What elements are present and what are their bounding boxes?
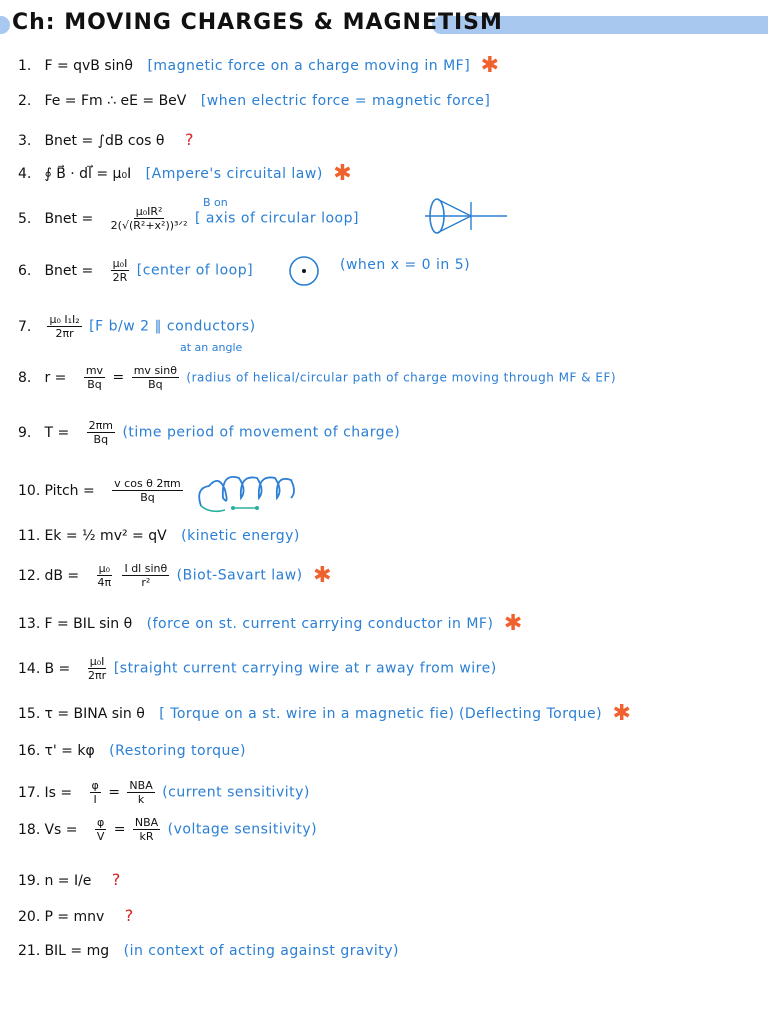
formula-part: B = [44, 660, 71, 677]
formula-row-15 [18, 701, 631, 726]
formula-row-10 [18, 477, 186, 504]
formula-note: (current sensitivity) [162, 784, 310, 801]
item-number: 10. [18, 482, 41, 499]
formula-part: μ₀I [89, 655, 105, 668]
item-number: 8. [18, 369, 32, 386]
formula-row-21 [18, 943, 399, 959]
question-mark-icon: ? [124, 906, 134, 925]
formula-note: [Ampere's circuital law) [145, 166, 323, 182]
star-icon: ✱ [612, 701, 631, 726]
formula: ∮ B⃗ · dl⃗ = μ₀I [44, 166, 132, 182]
annotation-b-on: B on [203, 196, 228, 209]
formula-part: Vs = [44, 821, 78, 838]
formula-part: = [108, 784, 120, 801]
item-number: 20. [18, 909, 41, 925]
formula-part: Bnet = [44, 262, 94, 279]
formula-row-3 [18, 130, 193, 149]
formula-row-8 [18, 364, 616, 391]
item-number: 3. [18, 133, 32, 149]
formula-part: NBA [129, 779, 153, 792]
fraction [127, 779, 154, 806]
formula-row-13 [18, 611, 523, 636]
fraction [133, 816, 160, 843]
item-number: 16. [18, 743, 41, 759]
formula-part: φ [96, 816, 105, 829]
formula-part: μ₀ I₁I₂ [49, 313, 80, 326]
formula-part: φ [91, 779, 99, 792]
formula-part: mv sinθ [133, 364, 177, 377]
item-number: 4. [18, 166, 32, 182]
formula-part: μ₀IR² [135, 205, 163, 218]
formula-row-5 [18, 205, 359, 232]
formula-row-9 [18, 419, 400, 446]
formula-part: k [137, 793, 145, 806]
question-mark-icon: ? [111, 870, 121, 889]
formula-row-7 [18, 313, 256, 340]
formula-part: Bq [148, 378, 163, 391]
formula-note-2: (when x = 0 in 5) [340, 257, 471, 273]
formula-note: (force on st. current carrying conductor in MF) [146, 616, 494, 632]
formula-part: v cos θ 2πm [114, 477, 181, 490]
formula-part: Bq [140, 491, 155, 504]
formula: τ' = kφ [44, 743, 95, 759]
formula-row-1 [18, 53, 500, 78]
item-number: 6. [18, 262, 32, 279]
formula-row-12 [18, 562, 332, 589]
formula-part: 2πr [55, 327, 74, 340]
page-title: Ch: MOVING CHARGES & MAGNETISM [12, 10, 503, 35]
formula-note: [center of loop] [136, 262, 254, 279]
formula: Fe = Fm ∴ eE = BeV [44, 93, 187, 109]
formula-part: mv [85, 364, 104, 377]
fraction [97, 562, 112, 589]
formula-part: = [113, 821, 126, 838]
annotation-at-an-angle: at an angle [180, 341, 243, 354]
item-number: 15. [18, 706, 41, 722]
formula-part: I [93, 793, 97, 806]
star-icon: ✱ [333, 161, 352, 186]
formula-part: r² [141, 576, 151, 589]
formula-note: [magnetic force on a charge moving in MF] [147, 58, 471, 74]
item-number: 9. [18, 424, 32, 441]
formula-part: = [112, 369, 125, 386]
formula-part: Bq [87, 378, 102, 391]
fraction [111, 257, 130, 284]
question-mark-icon: ? [184, 130, 194, 149]
formula-row-19 [18, 870, 120, 889]
formula-note: (radius of helical/circular path of charge moving through MF & EF) [186, 370, 617, 385]
formula: Bnet = ∫dB cos θ [44, 133, 165, 149]
item-number: 2. [18, 93, 32, 109]
formula: n = I/e [44, 873, 92, 889]
formula: Ek = ½ mv² = qV [44, 528, 167, 544]
item-number: 5. [18, 210, 32, 227]
formula: P = mnv [44, 909, 105, 925]
formula-part: NBA [134, 816, 159, 829]
item-number: 12. [18, 567, 41, 584]
formula-part: Bq [93, 433, 109, 446]
formula-part: dB = [44, 567, 80, 584]
fraction [87, 419, 115, 446]
formula-note: (Biot-Savart law) [176, 567, 303, 584]
fraction [88, 655, 107, 682]
item-number: 11. [18, 528, 41, 544]
formula-note: (kinetic energy) [181, 528, 300, 544]
formula-part: 4π [97, 576, 112, 589]
formula-note: [F b/w 2 ∥ conductors) [89, 318, 256, 335]
formula-note-2: (Deflecting Torque) [458, 706, 603, 722]
item-number: 14. [18, 660, 41, 677]
item-number: 7. [18, 318, 32, 335]
formula-part: 2(√(R²+x²))³ᐟ² [110, 219, 188, 232]
formula-row-14 [18, 655, 497, 682]
formula-note: (in context of acting against gravity) [123, 943, 399, 959]
star-icon: ✱ [503, 611, 523, 636]
formula-row-17 [18, 779, 310, 806]
fraction [112, 477, 183, 504]
helix-drawing [195, 468, 300, 518]
formula-row-20 [18, 906, 133, 925]
formula: F = qvB sinθ [44, 58, 133, 74]
item-number: 21. [18, 943, 41, 959]
fraction [47, 313, 81, 340]
formula-part: 2πm [88, 419, 113, 432]
formula-part: Pitch = [44, 482, 95, 499]
formula-part: kR [139, 830, 154, 843]
formula-part: Bnet = [44, 210, 94, 227]
formula-note: [ axis of circular loop] [194, 210, 359, 227]
formula-note: [straight current carrying wire at r away from wire) [113, 660, 497, 677]
formula-part: μ₀ [98, 562, 110, 575]
star-icon: ✱ [480, 53, 500, 78]
star-icon: ✱ [313, 562, 332, 588]
fraction [90, 779, 101, 806]
formula-row-2 [18, 93, 490, 109]
title-bar-left-highlight [0, 16, 10, 34]
formula: F = BIL sin θ [44, 616, 133, 632]
fraction [122, 562, 169, 589]
loop-center-icon [287, 254, 321, 288]
item-number: 13. [18, 616, 41, 632]
formula-row-16 [18, 743, 246, 759]
formula-part: 2R [112, 271, 128, 284]
formula-part: V [96, 830, 105, 843]
fraction [132, 364, 179, 391]
fraction [111, 205, 188, 232]
formula: τ = BINA sin θ [44, 706, 145, 722]
formula: BIL = mg [44, 943, 110, 959]
formula-note: [when electric force = magnetic force] [200, 93, 491, 109]
fraction [84, 364, 105, 391]
formula-part: Is = [44, 784, 73, 801]
formula-note: (time period of movement of charge) [122, 424, 401, 441]
formula-note: (voltage sensitivity) [167, 821, 318, 838]
formula-part: μ₀I [112, 257, 128, 270]
formula-part: r = [44, 369, 67, 386]
formula-part: I dl sinθ [124, 562, 168, 575]
item-number: 17. [18, 784, 41, 801]
item-number: 19. [18, 873, 41, 889]
formula-row-4 [18, 161, 352, 186]
circular-loop-axis-diagram [425, 196, 515, 236]
formula-row-11 [18, 528, 300, 544]
formula-part: 2πr [87, 669, 107, 682]
formula-note: (Restoring torque) [109, 743, 246, 759]
formula-note: [ Torque on a st. wire in a magnetic fie) [159, 706, 455, 722]
formula-part: T = [44, 424, 70, 441]
formula-row-18 [18, 816, 317, 843]
item-number: 18. [18, 821, 41, 838]
formula-row-6 [18, 257, 253, 284]
fraction [95, 816, 106, 843]
item-number: 1. [18, 58, 32, 74]
